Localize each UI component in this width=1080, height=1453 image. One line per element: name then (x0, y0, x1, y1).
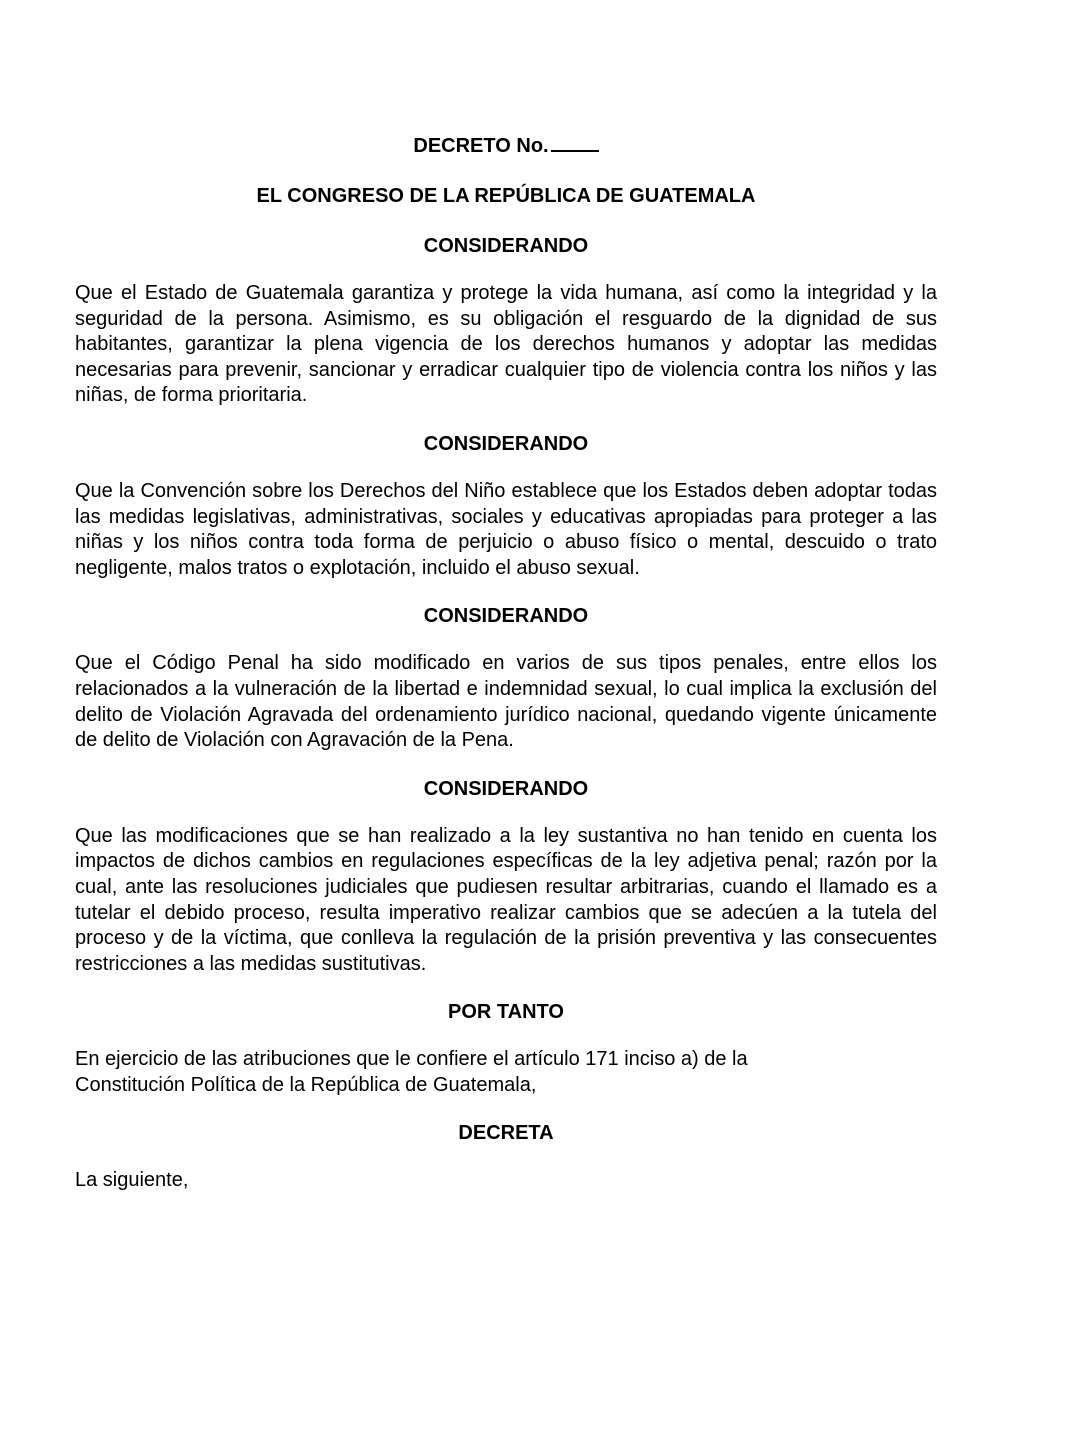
decreta-heading: DECRETA (458, 1122, 554, 1145)
decree-document (75, 130, 937, 1194)
considerando-heading-1: CONSIDERANDO (423, 235, 589, 257)
considerando-paragraph-2: Que la Convención sobre los Derechos del Niño establece que los Estados deben adoptar todas las medidas legislativas, administrativas, sociales y educativas apropiadas para proteger a las niñas y los niños contra toda forma de perjuicio o abuso físico o mental, descuido o trato negligente, malos tratos o explotación, incluido el abuso sexual. (75, 479, 937, 579)
decree-number-label: DECRETO No. (413, 135, 549, 157)
considerando-paragraph-3: Que el Código Penal ha sido modificado en varios de sus tipos penales, entre ellos los relacionados a la vulneración de la libertad e indemnidad sexual, lo cual implica la exclusión del delito de Violación Agravada del ordenamiento jurídico nacional, quedando vigente únicamente de delito de Violación con Agravación de la Pena. (75, 652, 937, 752)
closing-text: La siguiente, (75, 1169, 189, 1192)
por-tanto-paragraph (75, 1047, 937, 1098)
considerando-heading-2: CONSIDERANDO (423, 432, 589, 455)
considerando-paragraph-4: Que las modificaciones que se han realizado a la ley sustantiva no han tenido en cuenta los impactos de dichos cambios en regulaciones específicas de la ley adjetiva penal; razón por la cual, ante las resoluciones judiciales que pudiesen resultar arbitrarias, cuando el llamado es a tutelar el debido proceso, resulta imperativo realizar cambios que se adecúen a la tutela del proceso y de la víctima, que conlleva la regulación de la prisión preventiva y las consecuentes restricciones a las medidas sustitutivas. (75, 824, 937, 975)
por-tanto-line-2: Constitución Política de la República de Guatemala, (75, 1073, 537, 1096)
considerando-heading-3: CONSIDERANDO (423, 605, 589, 628)
congress-heading: EL CONGRESO DE LA REPÚBLICA DE GUATEMALA (256, 185, 756, 207)
decree-number-heading (75, 132, 937, 159)
decree-number-blank-line (551, 132, 599, 152)
considerando-paragraph-1: Que el Estado de Guatemala garantiza y protege la vida humana, así como la integridad y la seguridad de la persona. Asimismo, es su obligación el resguardo de la dignidad de sus habitantes, garantizar la plena vigencia de los derechos humanos y adoptar las medidas necesarias para prevenir, sancionar y erradicar cualquier tipo de violencia contra los niños y las niñas, de forma prioritaria. (75, 282, 937, 407)
considerando-heading-4: CONSIDERANDO (423, 777, 589, 800)
por-tanto-line-1: En ejercicio de las atribuciones que le confiere el artículo 171 inciso a) de la (75, 1048, 748, 1071)
por-tanto-heading: POR TANTO (448, 1001, 564, 1024)
